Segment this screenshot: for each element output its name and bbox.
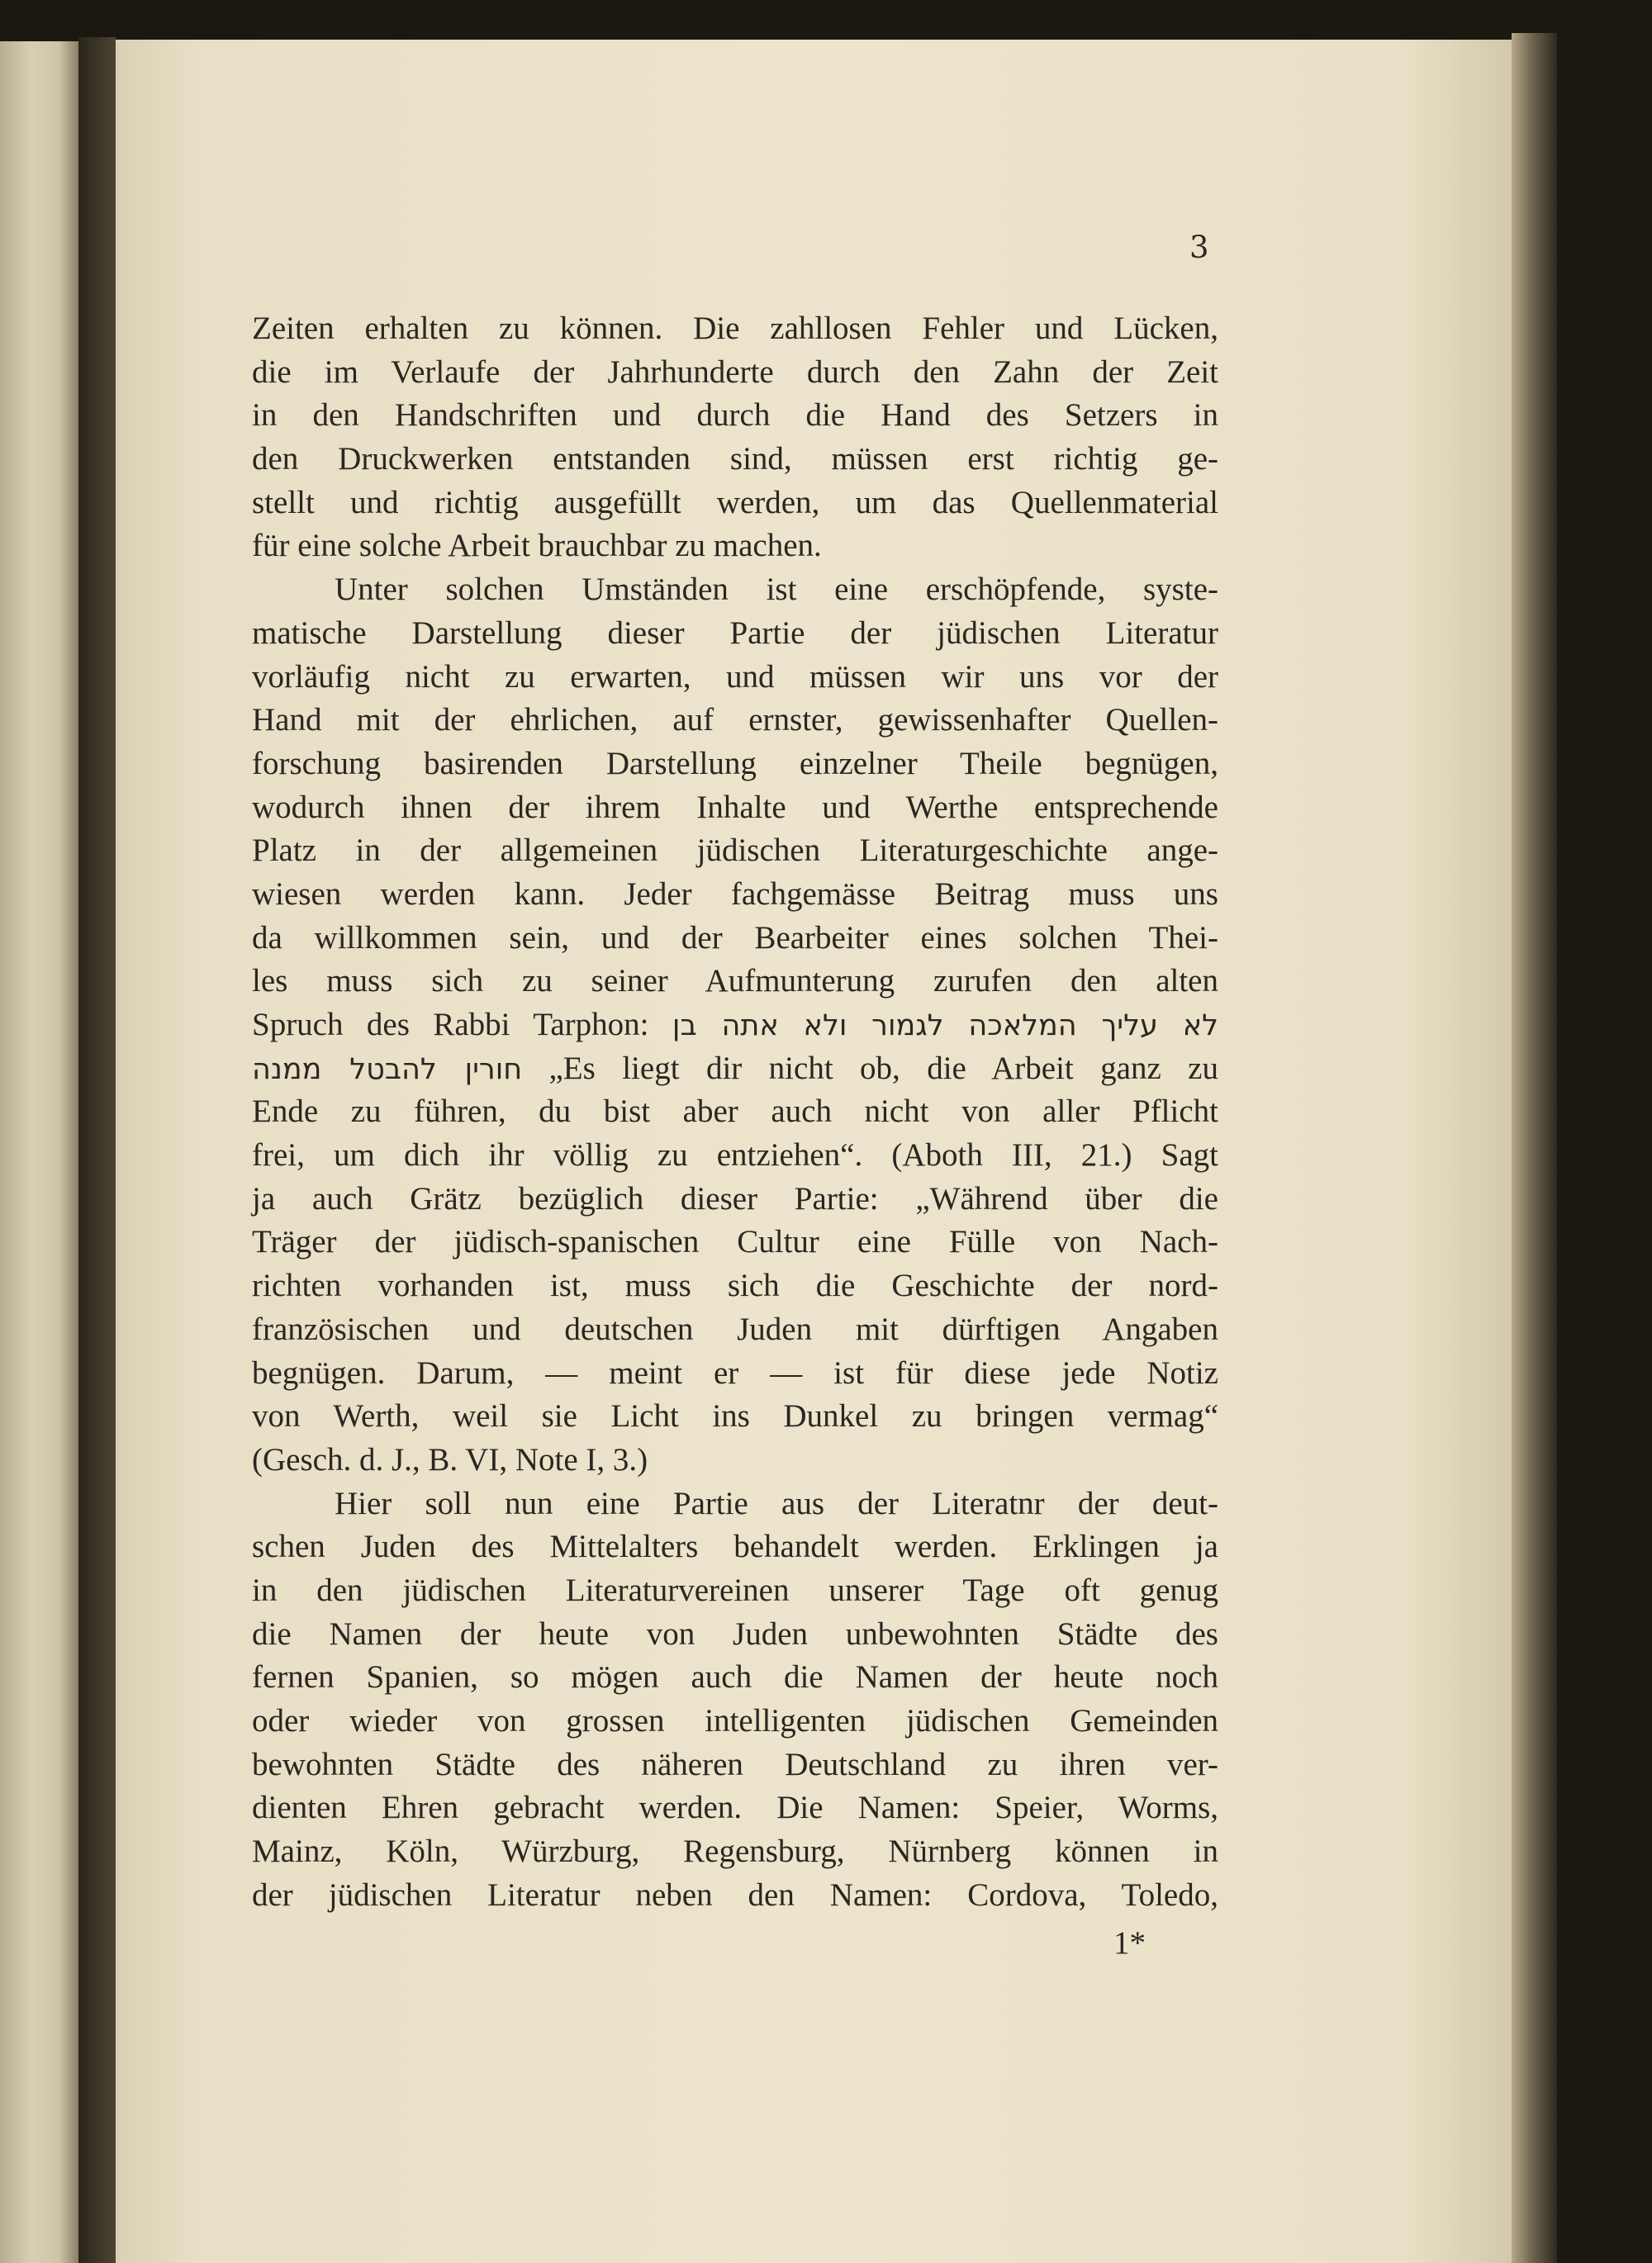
text-line <box>252 656 1218 700</box>
text-line <box>252 1308 1218 1352</box>
text-line <box>252 1525 1218 1569</box>
line-text: die im Verlaufe der Jahrhunderte durch den Zahn der Zeit <box>252 353 1218 390</box>
line-text: begnügen. Darum, — meint er — ist für diese jede Notiz <box>252 1354 1218 1391</box>
line-text: les muss sich zu seiner Aufmunterung zurufen den alten <box>252 963 1218 999</box>
text-line <box>252 307 1218 351</box>
line-text: die Namen der heute von Juden unbewohnten Städte des <box>252 1615 1218 1652</box>
line-text: französischen und deutschen Juden mit dürftigen Angaben <box>252 1311 1218 1347</box>
text-line <box>252 742 1218 786</box>
text-line <box>252 1090 1218 1134</box>
page-edge-right <box>1512 33 1557 2263</box>
line-text: von Werth, weil sie Licht ins Dunkel zu bringen vermag“ <box>252 1398 1218 1435</box>
text-line <box>252 829 1218 873</box>
line-text: der jüdischen Literatur neben den Namen: Cordova, Toledo, <box>252 1876 1218 1913</box>
text-line <box>252 482 1218 525</box>
line-text: in den jüdischen Literaturvereinen unserer Tage oft genug <box>252 1572 1218 1608</box>
text-line <box>252 438 1218 482</box>
line-text: forschung basirenden Darstellung einzelner Theile begnügen, <box>252 745 1218 781</box>
line-text: Spruch des Rabbi Tarphon: <box>252 1007 649 1042</box>
line-text: bewohnten Städte des näheren Deutschland zu ihren ver- <box>252 1746 1218 1782</box>
text-line <box>252 1264 1218 1308</box>
line-text: frei, um dich ihr völlig zu entziehen“. (Aboth III, 21.) Sagt <box>252 1137 1218 1174</box>
text-line <box>252 1047 1218 1091</box>
text-line <box>252 1874 1218 1918</box>
text-line <box>252 1134 1218 1178</box>
gutter-shadow <box>78 37 116 2263</box>
line-text: Ende zu führen, du bist aber auch nicht von aller Pflicht <box>252 1094 1218 1130</box>
body-text <box>252 307 1218 1917</box>
line-text: in den Handschriften und durch die Hand des Setzers in <box>252 397 1218 434</box>
line-text: vorläufig nicht zu erwarten, und müssen wir uns vor der <box>252 658 1218 695</box>
line-text: Platz in der allgemeinen jüdischen Literaturgeschichte ange- <box>252 833 1218 869</box>
line-text: ja auch Grätz bezüglich dieser Partie: „Während über die <box>252 1180 1218 1217</box>
text-line <box>252 612 1218 656</box>
text-line <box>252 1786 1218 1830</box>
text-line <box>252 394 1218 438</box>
text-line <box>252 960 1218 1003</box>
text-line <box>252 1395 1218 1439</box>
text-line <box>252 873 1218 917</box>
text-line <box>252 917 1218 961</box>
line-text: dienten Ehren gebracht werden. Die Namen: Speier, Worms, <box>252 1790 1218 1826</box>
line-text: wodurch ihnen der ihrem Inhalte und Werthe entsprechende <box>252 789 1218 825</box>
line-text: den Druckwerken entstanden sind, müssen erst richtig ge- <box>252 441 1218 477</box>
text-line <box>252 1439 1218 1483</box>
text-line <box>252 1483 1218 1526</box>
line-text: schen Juden des Mittelalters behandelt werden. Erklingen ja <box>252 1529 1218 1565</box>
page-number: 3 <box>1189 230 1209 265</box>
line-text: Zeiten erhalten zu können. Die zahllosen Fehler und Lücken, <box>252 311 1218 346</box>
hebrew-quote: לא עליך המלאכה לגמור ולא אתה בן <box>672 1009 1219 1042</box>
hebrew-quote: חורין להבטל ממנה <box>252 1052 523 1086</box>
line-text: Unter solchen Umständen ist eine erschöpfende, syste- <box>335 572 1218 608</box>
text-line <box>252 1352 1218 1396</box>
line-text: oder wieder von grossen intelligenten jüdischen Gemeinden <box>252 1703 1218 1739</box>
previous-page-edge <box>0 41 78 2263</box>
line-text: (Gesch. d. J., B. VI, Note I, 3.) <box>252 1441 648 1478</box>
printer-signature-mark: 1* <box>1113 1925 1146 1961</box>
text-line <box>252 568 1218 612</box>
line-text: da willkommen sein, und der Bearbeiter eines solchen Thei- <box>252 919 1218 956</box>
text-line <box>252 699 1218 742</box>
text-line <box>252 1569 1218 1613</box>
text-line <box>252 786 1218 830</box>
line-text: „Es liegt dir nicht ob, die Arbeit ganz zu <box>548 1050 1218 1086</box>
line-text: matische Darstellung dieser Partie der jüdischen Literatur <box>252 614 1218 651</box>
line-text: fernen Spanien, so mögen auch die Namen der heute noch <box>252 1659 1218 1696</box>
line-text: Hand mit der ehrlichen, auf ernster, gewissenhafter Quellen- <box>252 702 1218 738</box>
text-line <box>252 1221 1218 1264</box>
line-text: stellt und richtig ausgefüllt werden, um das Quellenmaterial <box>252 484 1218 520</box>
text-line <box>252 1830 1218 1874</box>
line-text: für eine solche Arbeit brauchbar zu machen. <box>252 528 822 564</box>
line-text: Hier soll nun eine Partie aus der Literatnr der deut- <box>335 1485 1218 1521</box>
text-line <box>252 1744 1218 1787</box>
text-line <box>252 1700 1218 1744</box>
text-line <box>252 351 1218 395</box>
line-text: wiesen werden kann. Jeder fachgemässe Beitrag muss uns <box>252 875 1218 912</box>
text-line <box>252 524 1218 568</box>
line-text: Mainz, Köln, Würzburg, Regensburg, Nürnberg können in <box>252 1834 1218 1870</box>
line-text: richten vorhanden ist, muss sich die Geschichte der nord- <box>252 1268 1218 1304</box>
line-text: Träger der jüdisch-spanischen Cultur eine Fülle von Nach- <box>252 1224 1218 1260</box>
text-line <box>252 1656 1218 1700</box>
text-line <box>252 1178 1218 1222</box>
text-line <box>252 1613 1218 1657</box>
text-line <box>252 1003 1218 1047</box>
